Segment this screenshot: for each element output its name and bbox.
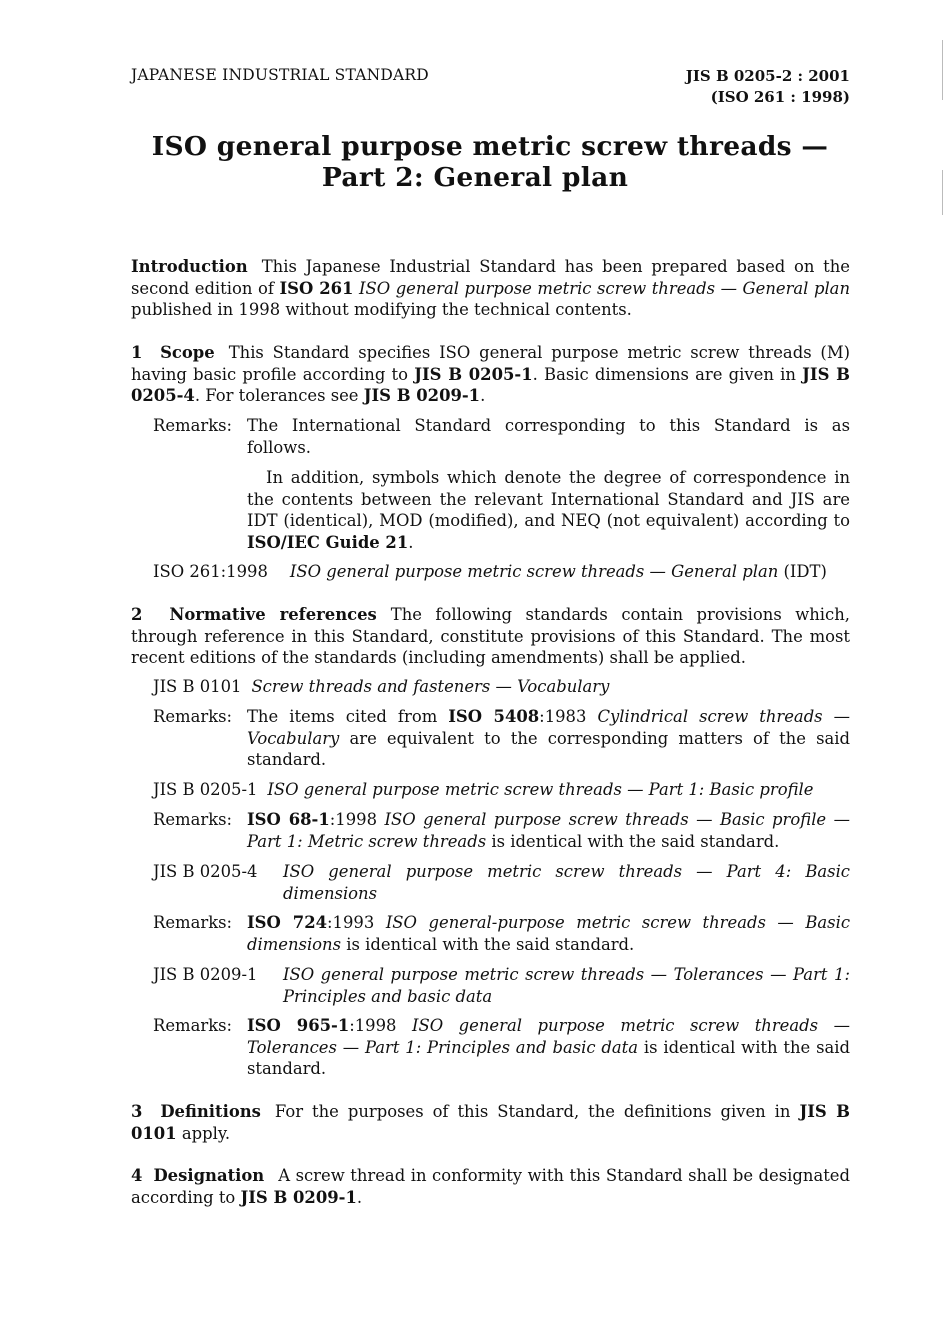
reference-remarks: ISO 724:1993 ISO general-purpose metric screw threads — Basic dimensions is identical with the said standard. [247,913,851,954]
normative-references-paragraph: 2 Normative references The following standards contain provisions which, through reference in this Standard, constitute provisions of this Standard. The most recent editions of the standards (including amendments) shall be applied. [131,605,850,667]
title-line-2: Part 2: General plan [321,162,629,193]
document-title [0,131,950,193]
scope-remarks-text: The International Standard corresponding to this Standard is as follows. [247,416,850,457]
introduction-paragraph: Introduction This Japanese Industrial Standard has been prepared based on the second edition of ISO 261 ISO general purpose metric screw threads — General plan published in 1998 without modifying the technical contents. [131,257,851,319]
scan-edge-mark [942,40,943,100]
title-line-1: ISO general purpose metric screw threads — [151,131,829,162]
normative-heading: Normative references [169,605,377,624]
remarks-label: Remarks: [153,707,233,726]
designation-heading: Designation [153,1166,265,1185]
definitions-paragraph: 3 Definitions For the purposes of this Standard, the definitions given in JIS B 0101 apply. [131,1102,851,1143]
standard-number-block [686,66,850,108]
reference-remarks: ISO 68-1:1998 ISO general purpose screw threads — Basic profile — Part 1: Metric screw threads is identical with the said standard. [247,810,850,851]
reference-title: ISO general purpose metric screw threads — Tolerances — Part 1: Principles and basic data [283,965,850,1006]
scope-paragraph: 1 Scope This Standard specifies ISO general purpose metric screw threads (M) having basic profile according to JIS B 0205-1. Basic dimensions are given in JIS B 0205-4. For tolerances see JIS B 0209-1. [131,343,851,405]
iso-261-ref: ISO 261 [279,278,354,298]
iso-correspondence-line: ISO 261:1998 ISO general purpose metric screw threads — General plan (IDT) [153,562,827,581]
introduction-heading: Introduction [131,257,248,276]
reference-remarks: ISO 965-1:1998 ISO general purpose metric screw threads — Tolerances — Part 1: Principles and basic data is identical with the said standard. [247,1016,850,1078]
jis-number: JIS B 0205-2 : 2001 [685,67,850,85]
standard-org-label: JAPANESE INDUSTRIAL STANDARD [131,66,429,84]
reference-title: ISO general purpose metric screw threads — Part 4: Basic dimensions [283,862,850,903]
scope-remarks-correspondence: In addition, symbols which denote the degree of correspondence in the contents between the relevant International Standard and JIS are IDT (identical), MOD (modified), and NEQ (not equivalent) according to ISO/IEC Guide 21. [247,468,850,552]
reference-item: JIS B 0205-1 ISO general purpose metric screw threads — Part 1: Basic profile [153,780,814,799]
reference-remarks: The items cited from ISO 5408:1983 Cylindrical screw threads — Vocabulary are equivalent to the corresponding matters of the said standard. [247,707,851,769]
reference-item: JIS B 0101 Screw threads and fasteners — Vocabulary [153,677,610,696]
remarks-label: Remarks: [153,913,233,932]
remarks-label: Remarks: [153,810,233,829]
reference-code: JIS B 0205-4 [153,862,258,881]
iso-number: (ISO 261 : 1998) [710,88,850,106]
scope-number: 1 [131,343,143,362]
definitions-heading: Definitions [160,1102,261,1121]
designation-paragraph: 4 Designation A screw thread in conformity with this Standard shall be designated according to JIS B 0209-1. [131,1166,851,1207]
reference-code: JIS B 0209-1 [153,965,258,984]
scope-heading: Scope [160,343,215,362]
remarks-label: Remarks: [153,416,233,435]
remarks-label: Remarks: [153,1016,233,1035]
